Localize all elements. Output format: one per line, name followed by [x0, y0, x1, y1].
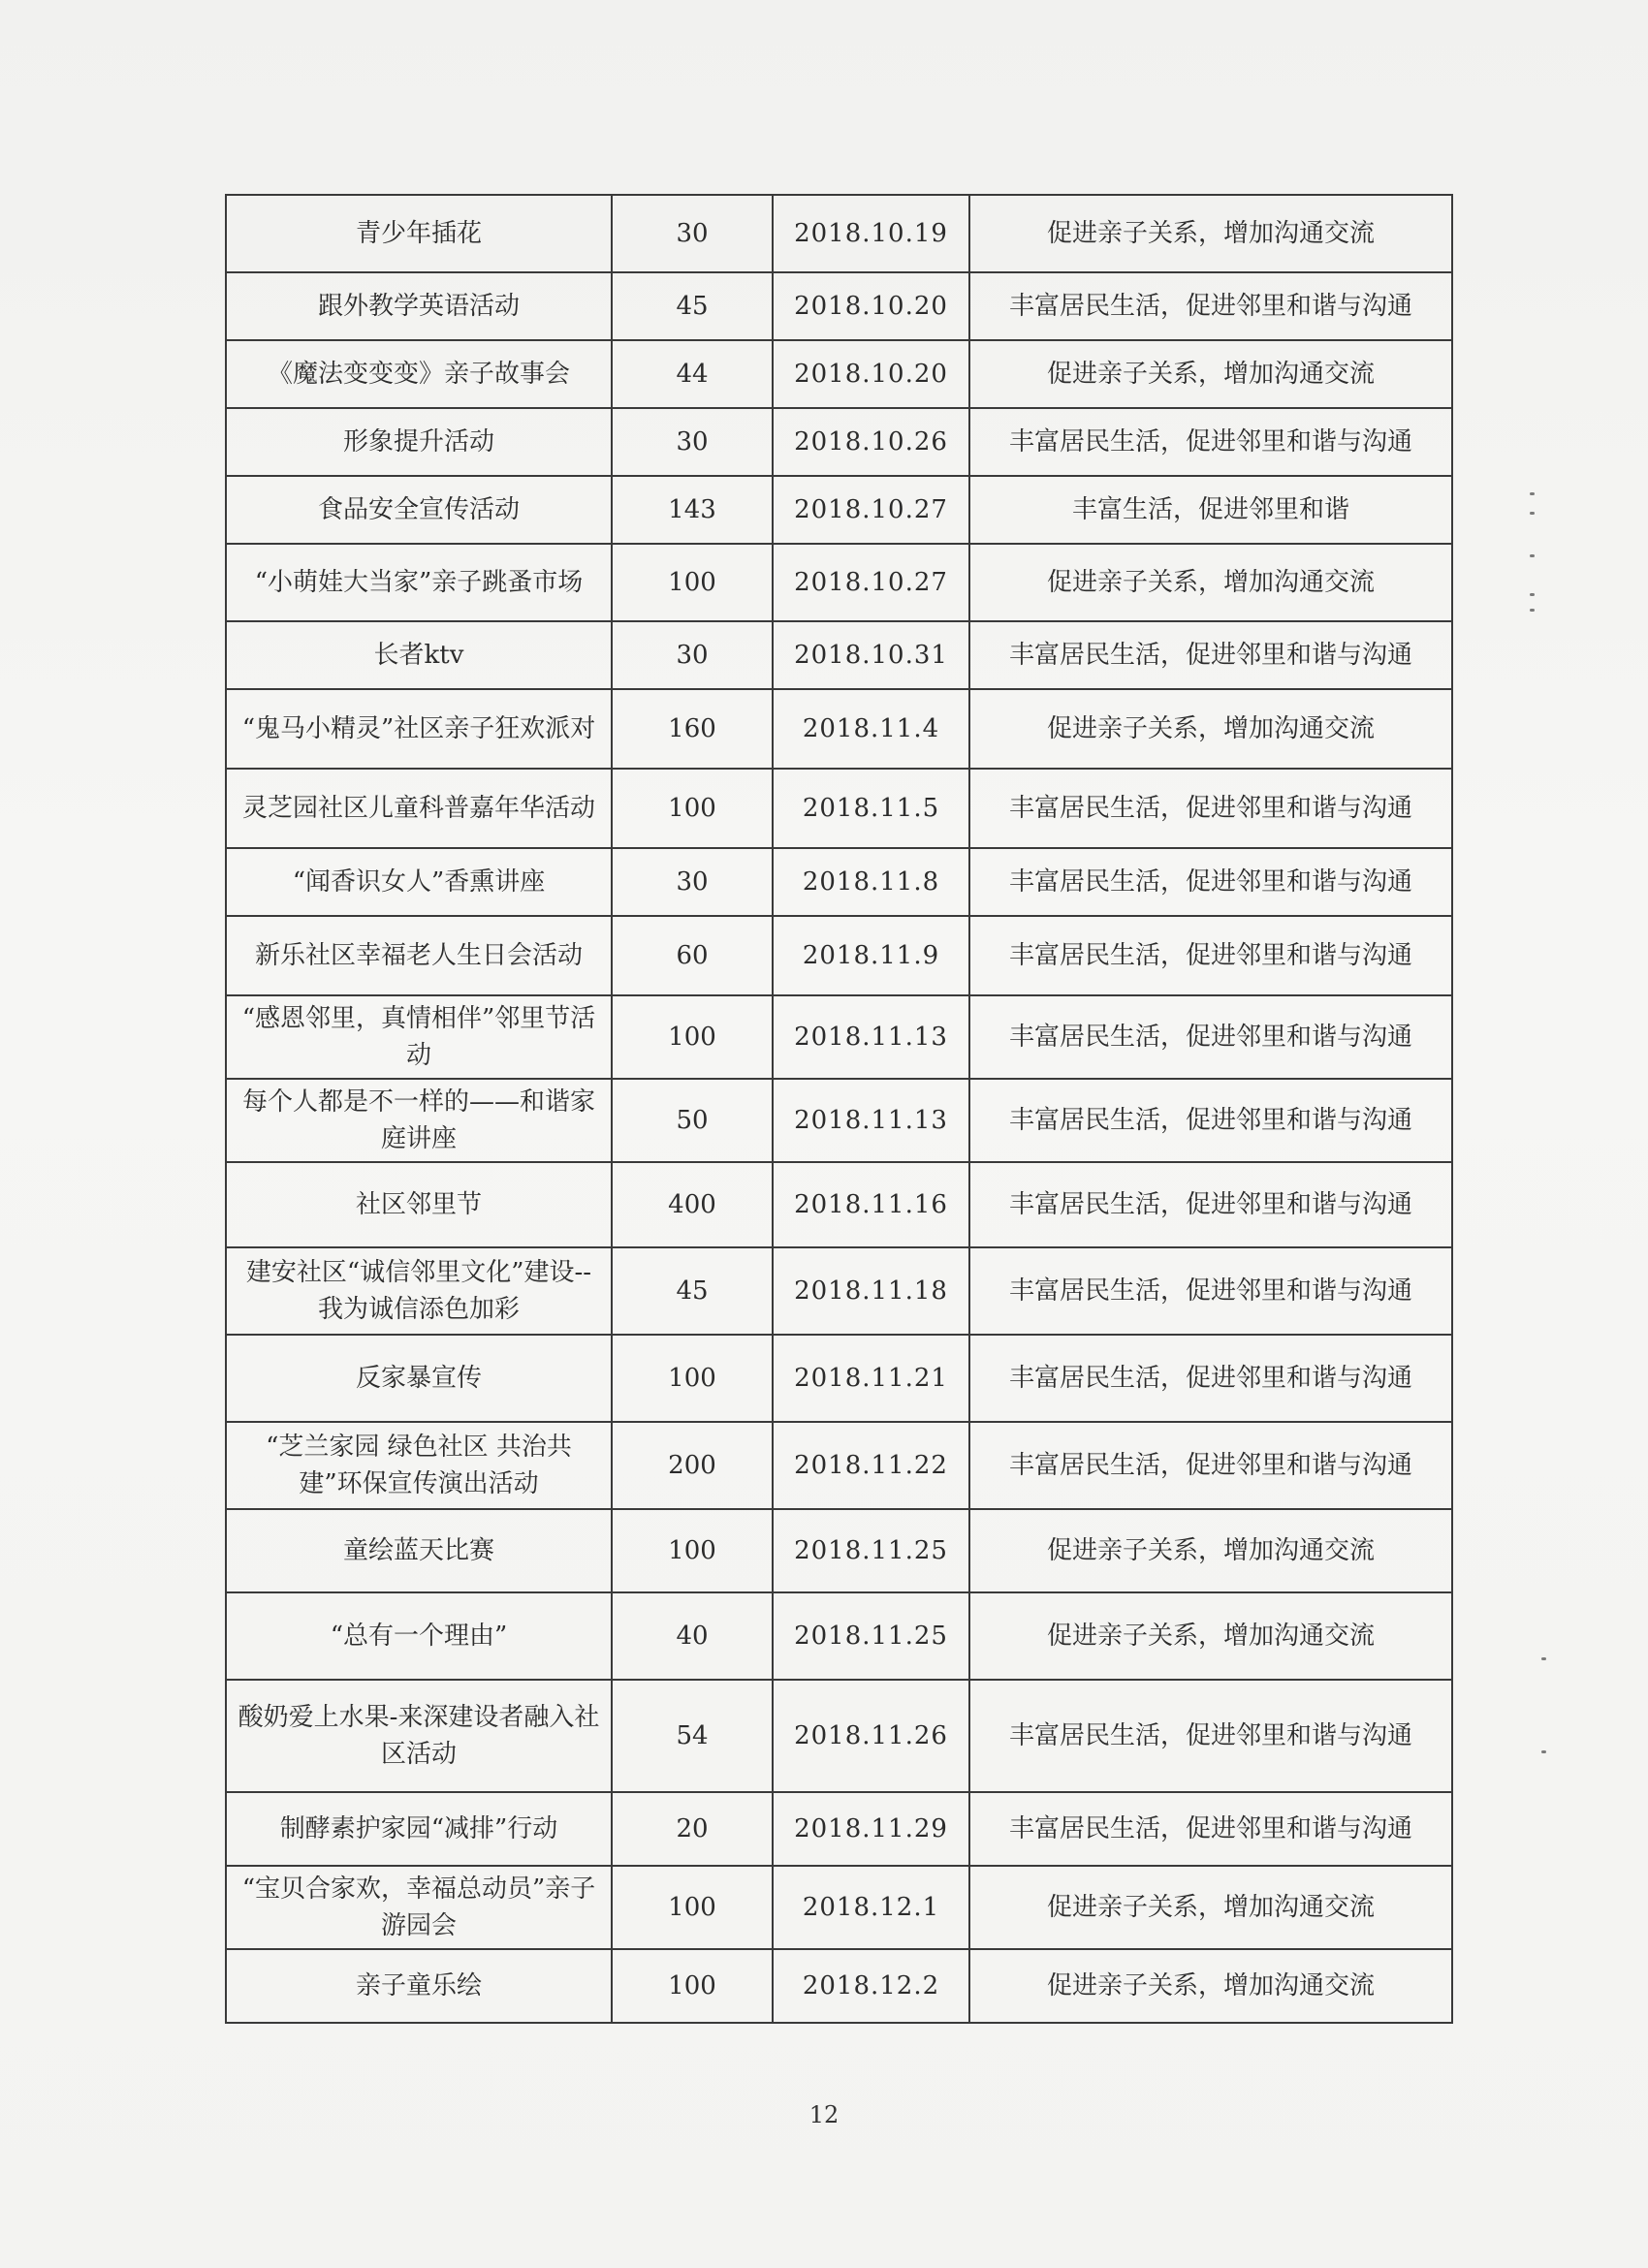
participant-count-cell: 30 [612, 621, 773, 689]
activity-purpose-cell: 丰富居民生活，促进邻里和谐与沟通 [969, 916, 1452, 995]
activity-date-cell: 2018.10.20 [773, 340, 969, 408]
activity-purpose-cell: 促进亲子关系，增加沟通交流 [969, 1866, 1452, 1949]
table-row [226, 1247, 1452, 1335]
activity-purpose-cell: 促进亲子关系，增加沟通交流 [969, 1509, 1452, 1592]
activity-name-cell: 长者ktv [226, 621, 612, 689]
table-row [226, 1680, 1452, 1792]
scan-mark [1541, 1657, 1546, 1660]
activity-purpose-cell: 丰富居民生活，促进邻里和谐与沟通 [969, 848, 1452, 916]
activity-table [225, 194, 1453, 2024]
activity-name-cell: 亲子童乐绘 [226, 1949, 612, 2023]
activity-name-cell: “芝兰家园 绿色社区 共治共建”环保宣传演出活动 [226, 1422, 612, 1509]
participant-count-cell: 100 [612, 544, 773, 621]
activity-purpose-cell: 丰富居民生活，促进邻里和谐与沟通 [969, 1680, 1452, 1792]
activity-name-cell: 食品安全宣传活动 [226, 476, 612, 544]
activity-date-cell: 2018.11.18 [773, 1247, 969, 1335]
table-row [226, 995, 1452, 1079]
participant-count-cell: 30 [612, 408, 773, 476]
scan-mark [1530, 554, 1535, 557]
participant-count-cell: 20 [612, 1792, 773, 1866]
activity-name-cell: 每个人都是不一样的——和谐家庭讲座 [226, 1079, 612, 1162]
activity-name-cell: “闻香识女人”香熏讲座 [226, 848, 612, 916]
activity-name-cell: 制酵素护家园“减排”行动 [226, 1792, 612, 1866]
activity-date-cell: 2018.12.1 [773, 1866, 969, 1949]
activity-name-cell: 新乐社区幸福老人生日会活动 [226, 916, 612, 995]
table-row [226, 1422, 1452, 1509]
participant-count-cell: 45 [612, 1247, 773, 1335]
activity-date-cell: 2018.11.13 [773, 1079, 969, 1162]
activity-purpose-cell: 促进亲子关系，增加沟通交流 [969, 1949, 1452, 2023]
table-row [226, 272, 1452, 340]
activity-purpose-cell: 丰富居民生活，促进邻里和谐与沟通 [969, 1162, 1452, 1247]
table-row [226, 1866, 1452, 1949]
activity-date-cell: 2018.11.25 [773, 1509, 969, 1592]
participant-count-cell: 100 [612, 1949, 773, 2023]
activity-purpose-cell: 丰富居民生活，促进邻里和谐与沟通 [969, 1422, 1452, 1509]
activity-date-cell: 2018.11.21 [773, 1335, 969, 1422]
activity-date-cell: 2018.10.20 [773, 272, 969, 340]
activity-table-body [226, 195, 1452, 2023]
activity-name-cell: 童绘蓝天比赛 [226, 1509, 612, 1592]
participant-count-cell: 100 [612, 995, 773, 1079]
activity-name-cell: 青少年插花 [226, 195, 612, 272]
table-row [226, 1162, 1452, 1247]
activity-name-cell: 社区邻里节 [226, 1162, 612, 1247]
activity-name-cell: “小萌娃大当家”亲子跳蚤市场 [226, 544, 612, 621]
table-row [226, 476, 1452, 544]
participant-count-cell: 30 [612, 195, 773, 272]
page-number: 12 [808, 2101, 840, 2128]
table-row [226, 1509, 1452, 1592]
activity-date-cell: 2018.10.19 [773, 195, 969, 272]
activity-date-cell: 2018.11.26 [773, 1680, 969, 1792]
activity-date-cell: 2018.10.31 [773, 621, 969, 689]
table-row [226, 1949, 1452, 2023]
participant-count-cell: 143 [612, 476, 773, 544]
activity-purpose-cell: 丰富居民生活，促进邻里和谐与沟通 [969, 621, 1452, 689]
table-row [226, 689, 1452, 769]
activity-date-cell: 2018.12.2 [773, 1949, 969, 2023]
participant-count-cell: 45 [612, 272, 773, 340]
activity-date-cell: 2018.11.22 [773, 1422, 969, 1509]
table-row [226, 1792, 1452, 1866]
participant-count-cell: 100 [612, 1509, 773, 1592]
activity-purpose-cell: 丰富居民生活，促进邻里和谐与沟通 [969, 769, 1452, 848]
activity-date-cell: 2018.11.9 [773, 916, 969, 995]
activity-name-cell: 《魔法变变变》亲子故事会 [226, 340, 612, 408]
table-row [226, 544, 1452, 621]
participant-count-cell: 30 [612, 848, 773, 916]
activity-purpose-cell: 丰富居民生活，促进邻里和谐与沟通 [969, 1079, 1452, 1162]
activity-purpose-cell: 促进亲子关系，增加沟通交流 [969, 544, 1452, 621]
activity-date-cell: 2018.11.4 [773, 689, 969, 769]
activity-purpose-cell: 促进亲子关系，增加沟通交流 [969, 340, 1452, 408]
activity-name-cell: 跟外教学英语活动 [226, 272, 612, 340]
table-row [226, 1592, 1452, 1680]
activity-purpose-cell: 丰富居民生活，促进邻里和谐与沟通 [969, 1335, 1452, 1422]
activity-purpose-cell: 丰富居民生活，促进邻里和谐与沟通 [969, 1792, 1452, 1866]
table-row [226, 408, 1452, 476]
participant-count-cell: 400 [612, 1162, 773, 1247]
scan-mark [1530, 512, 1535, 515]
table-row [226, 195, 1452, 272]
activity-date-cell: 2018.11.29 [773, 1792, 969, 1866]
activity-name-cell: 酸奶爱上水果-来深建设者融入社区活动 [226, 1680, 612, 1792]
table-row [226, 916, 1452, 995]
activity-name-cell: 灵芝园社区儿童科普嘉年华活动 [226, 769, 612, 848]
activity-date-cell: 2018.11.25 [773, 1592, 969, 1680]
table-row [226, 621, 1452, 689]
activity-purpose-cell: 丰富居民生活，促进邻里和谐与沟通 [969, 272, 1452, 340]
scan-mark [1541, 1750, 1546, 1753]
scan-mark [1530, 593, 1535, 596]
activity-purpose-cell: 促进亲子关系，增加沟通交流 [969, 1592, 1452, 1680]
activity-name-cell: 形象提升活动 [226, 408, 612, 476]
scan-mark [1530, 609, 1535, 612]
participant-count-cell: 100 [612, 1866, 773, 1949]
activity-date-cell: 2018.11.13 [773, 995, 969, 1079]
activity-date-cell: 2018.11.16 [773, 1162, 969, 1247]
table-row [226, 1079, 1452, 1162]
scan-mark [1530, 492, 1535, 495]
activity-purpose-cell: 丰富居民生活，促进邻里和谐与沟通 [969, 995, 1452, 1079]
table-row [226, 340, 1452, 408]
participant-count-cell: 50 [612, 1079, 773, 1162]
activity-purpose-cell: 丰富居民生活，促进邻里和谐与沟通 [969, 1247, 1452, 1335]
participant-count-cell: 100 [612, 769, 773, 848]
activity-date-cell: 2018.11.5 [773, 769, 969, 848]
activity-date-cell: 2018.10.26 [773, 408, 969, 476]
activity-name-cell: 反家暴宣传 [226, 1335, 612, 1422]
participant-count-cell: 100 [612, 1335, 773, 1422]
activity-name-cell: “鬼马小精灵”社区亲子狂欢派对 [226, 689, 612, 769]
participant-count-cell: 40 [612, 1592, 773, 1680]
table-row [226, 1335, 1452, 1422]
activity-purpose-cell: 丰富居民生活，促进邻里和谐与沟通 [969, 408, 1452, 476]
activity-date-cell: 2018.11.8 [773, 848, 969, 916]
activity-date-cell: 2018.10.27 [773, 476, 969, 544]
participant-count-cell: 44 [612, 340, 773, 408]
table-row [226, 848, 1452, 916]
participant-count-cell: 200 [612, 1422, 773, 1509]
participant-count-cell: 60 [612, 916, 773, 995]
activity-name-cell: 建安社区“诚信邻里文化”建设--我为诚信添色加彩 [226, 1247, 612, 1335]
activity-name-cell: “宝贝合家欢，幸福总动员”亲子游园会 [226, 1866, 612, 1949]
participant-count-cell: 54 [612, 1680, 773, 1792]
activity-name-cell: “总有一个理由” [226, 1592, 612, 1680]
participant-count-cell: 160 [612, 689, 773, 769]
activity-name-cell: “感恩邻里，真情相伴”邻里节活动 [226, 995, 612, 1079]
activity-purpose-cell: 促进亲子关系，增加沟通交流 [969, 689, 1452, 769]
table-row [226, 769, 1452, 848]
activity-date-cell: 2018.10.27 [773, 544, 969, 621]
activity-purpose-cell: 促进亲子关系，增加沟通交流 [969, 195, 1452, 272]
activity-purpose-cell: 丰富生活，促进邻里和谐 [969, 476, 1452, 544]
